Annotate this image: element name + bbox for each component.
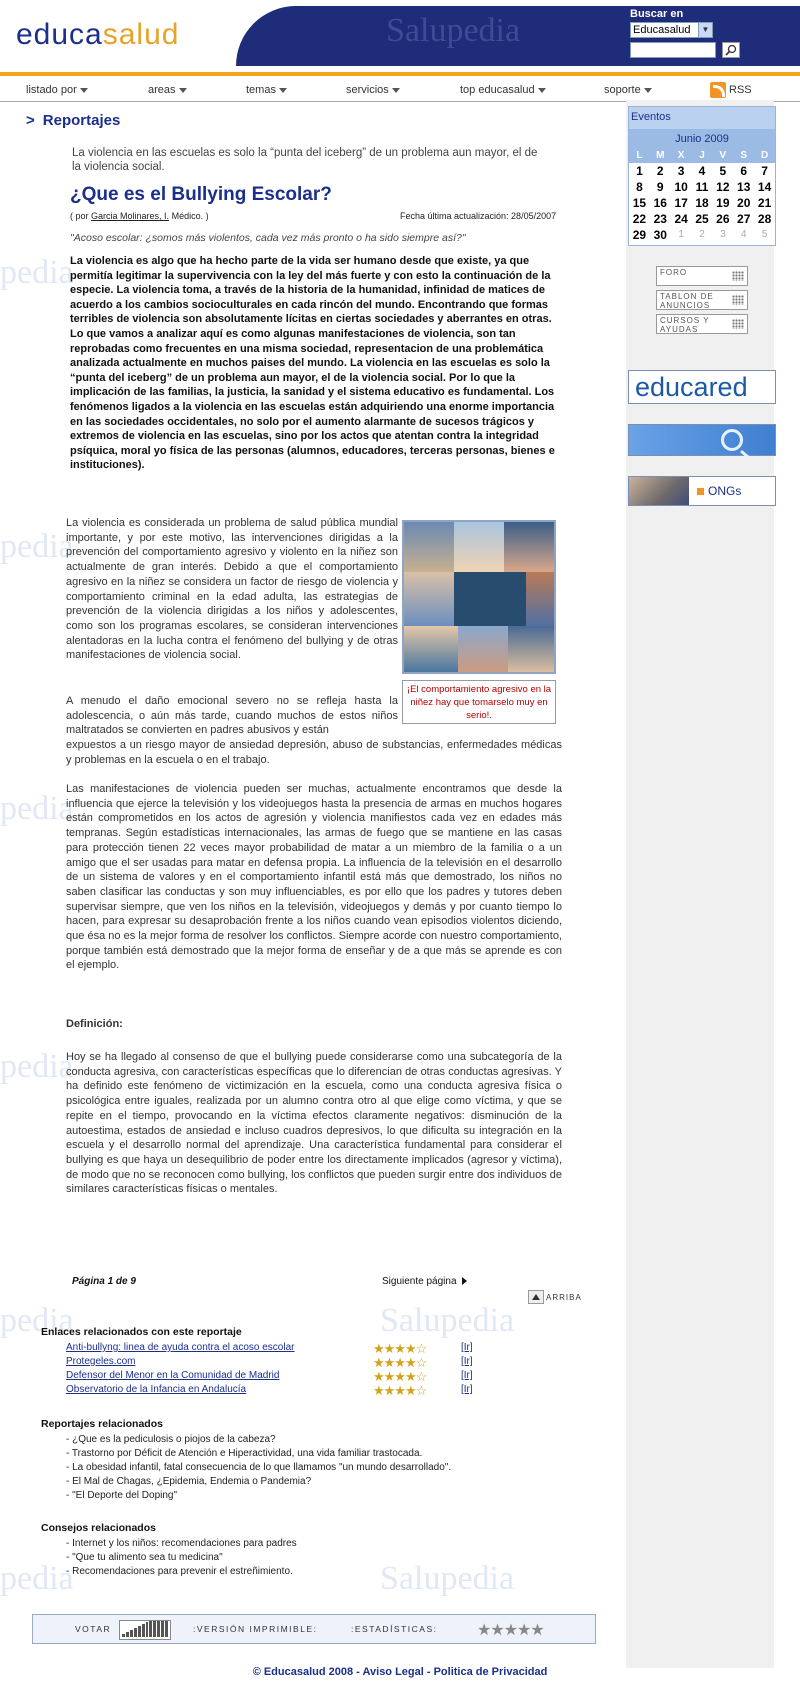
nav-item-areas[interactable] [148, 84, 187, 96]
calendar-day[interactable]: 19 [716, 196, 730, 210]
watermark: pedia [0, 790, 74, 827]
related-report-link[interactable]: - La obesidad infantil, fatal consecuencia de lo que llamamos "un mundo desarrollado". [66, 1462, 452, 1473]
rating-star-icons[interactable]: ★★★★★ [477, 1622, 544, 1639]
chevron-down-icon [80, 88, 88, 93]
classifieds-label: TABLON DE ANUNCIOS [660, 292, 714, 310]
go-link[interactable]: [Ir] [461, 1384, 473, 1395]
nav-item-top-educasalud[interactable] [460, 84, 546, 96]
calendar-day[interactable]: 21 [757, 196, 772, 210]
nav-item-servicios[interactable] [346, 84, 400, 96]
article-paragraph: expuestos a un riesgo mayor de ansiedad depresión, abuso de substancias, enfermedades médicas y problemas en la escuela o en el trabajo. [66, 739, 562, 766]
last-updated: Fecha última actualización: 28/05/2007 [400, 211, 557, 221]
calendar-day[interactable]: 22 [632, 212, 647, 226]
magnifier-icon [721, 429, 743, 451]
grid-icon [732, 319, 744, 329]
calendar-day[interactable]: 3 [677, 164, 685, 178]
go-link[interactable]: [Ir] [461, 1342, 473, 1353]
byline-suffix: Médico. ) [171, 211, 209, 221]
search-button[interactable] [722, 42, 740, 58]
header-watermark: Salupedia [386, 12, 521, 49]
calendar-day[interactable]: 13 [737, 180, 751, 194]
calendar-day[interactable]: 20 [737, 196, 751, 210]
calendar-day[interactable]: 14 [757, 180, 772, 194]
search-icon [725, 44, 737, 56]
chevron-down-icon [644, 88, 652, 93]
byline-prefix: ( por [70, 211, 89, 221]
logo-text-salud: salud [102, 18, 180, 51]
search-box [630, 8, 790, 58]
section-title [26, 112, 120, 129]
events-calendar [628, 106, 776, 246]
ongs-label: ONGs [708, 484, 742, 498]
grid-icon [732, 295, 744, 305]
courses-label: CURSOS Y AYUDAS [660, 316, 710, 334]
calendar-day[interactable]: 17 [674, 196, 688, 210]
educared-label: educared [635, 372, 748, 402]
article-paragraph: La violencia es considerada un problema de salud pública mundial importante, y por este motivo, las intervenciones dirigidas a la prevención del comportamiento agresivo y violento en la niñez son actualmente de gran interés. Debido a que el comportamiento agresivo en la niñez se considera un factor de riesgo de violencia y comportamiento criminal en la edad adulta, las estrategias de prevención de la violencia dirigidas a los niños y adolescentes, como son los programas escolares, se consideran intervenciones alentadoras en la lucha contra el fenómeno del bullying y de otras manifestaciones de violencia social. [66, 517, 398, 662]
calendar-day[interactable]: 9 [656, 180, 664, 194]
page-indicator: Página 1 de 9 [72, 1276, 136, 1287]
weekday-label: X [677, 150, 685, 161]
article-toolbar [32, 1614, 596, 1644]
nav-item-label: top educasalud [460, 84, 535, 96]
grid-icon [732, 271, 744, 281]
weekday-label: J [699, 150, 705, 161]
related-links-heading: Enlaces relacionados con este reportaje [41, 1326, 242, 1338]
watermark: pedia [0, 1048, 74, 1085]
related-tip-link[interactable]: - Internet y los niños: recomendaciones para padres [66, 1538, 297, 1549]
vote-label: VOTAR [75, 1624, 112, 1634]
article-paragraph: A menudo el daño emocional severo no se refleja hasta la adolescencia, o aún más tarde, cuando muchos de estos niños maltratados se convierten en padres abusivos y están [66, 695, 398, 737]
nav-item-soporte[interactable] [604, 84, 652, 96]
calendar-day[interactable]: 4 [698, 164, 706, 178]
watermark: pedia [0, 254, 74, 291]
article-byline [70, 211, 209, 221]
search-scope-value: Educasalud [633, 24, 691, 36]
calendar-day[interactable]: 7 [761, 164, 768, 178]
courses-button[interactable] [656, 314, 748, 334]
forum-button[interactable] [656, 266, 748, 286]
vote-button[interactable] [119, 1620, 171, 1640]
calendar-day[interactable]: 11 [695, 180, 709, 194]
definition-heading: Definición: [66, 1018, 123, 1030]
related-report-link[interactable]: - El Mal de Chagas, ¿Epidemia, Endemia o Pandemia? [66, 1476, 312, 1487]
article-title: ¿Que es el Bullying Escolar? [70, 184, 332, 205]
related-report-link[interactable]: - "El Deporte del Doping" [66, 1490, 178, 1501]
calendar-day[interactable]: 5 [761, 229, 768, 240]
related-link[interactable]: Anti-bullyng: linea de ayuda contra el acoso escolar [66, 1342, 295, 1353]
site-logo[interactable] [16, 18, 179, 52]
related-link[interactable]: Observatorio de la Infancia en Andalucía [66, 1384, 247, 1395]
related-link[interactable]: Protegeles.com [66, 1356, 136, 1367]
educared-banner[interactable] [628, 370, 776, 404]
article-lead: La violencia es algo que ha hecho parte de la vida ser humano desde que existe, ya que permitía legitimar la supervivencia con la ley del más fuerte y con esto la continuación de la especie. La violencia toma, a través de la historia de la humanidad, infinidad de matices de acuerdo a los cambios socioculturales en cada rincón del mundo. Encontrando que formas terribles de violencia son absolutamente lícitas en ciertas sociedades y aberrantes en otras. Lo que vamos a analizar aquí es como algunas manifestaciones de violencia, son tan reprobadas como frecuentes en una misma sociedad, representacion de una problemática analizada actualmente en muchos paises del mundo. La violencia en las escuelas es solo la “punta del iceberg” de un problema aun mayor, el de la violencia social. Por lo que la implicación de las familias, la justicia, la sanidad y el sistema educativo es fundamental. Los fenómenos ligados a la violencia en las escuelas están adquiriendo una enorme importancia en las sociedades occidentales, no solo por el aumento alarmante de sucesos trágicos y extremos de violencia en las escuelas, sino por los actos que atentan contra la integridad psíquica, moral yo física de las personas (alumnos, educadores, terceras personas, bienes e instituciones). [70, 255, 555, 472]
author-link[interactable]: Garcia Molinares, I. [91, 211, 170, 221]
chevron-down-icon [392, 88, 400, 93]
related-reports-heading: Reportajes relacionados [41, 1418, 163, 1430]
next-page-link[interactable] [382, 1276, 467, 1287]
article-quote: "Acoso escolar: ¿somos más violentos, cada vez más pronto o ha sido siempre así?" [70, 232, 466, 244]
watermark: pedia [0, 1560, 74, 1597]
handshake-image [629, 477, 689, 505]
classifieds-button[interactable] [656, 290, 748, 310]
calendar-day[interactable]: 10 [674, 180, 688, 194]
chevron-down-icon [179, 88, 187, 93]
weekday-label: V [719, 150, 727, 161]
chevron-down-icon [538, 88, 546, 93]
calendar-day[interactable]: 28 [757, 212, 772, 226]
calendar-weekdays [629, 149, 775, 163]
nav-item-label: temas [246, 84, 276, 96]
chevron-right-icon [462, 1277, 467, 1285]
calendar-day[interactable]: 2 [699, 229, 705, 240]
related-tip-link[interactable]: - "Que tu alimento sea tu medicina" [66, 1552, 223, 1563]
right-sidebar [626, 100, 774, 1668]
calendar-day[interactable]: 1 [678, 229, 684, 240]
watermark: Salupedia [380, 1560, 515, 1597]
site-header [0, 0, 800, 68]
rating-stars: ★★★★☆ [373, 1369, 427, 1384]
back-to-top-label: ARRIBA [546, 1292, 582, 1302]
related-tips-heading: Consejos relacionados [41, 1522, 156, 1534]
print-version-link[interactable]: :VERSIÓN IMPRIMIBLE: [193, 1624, 318, 1634]
rating-stars: ★★★★☆ [373, 1355, 427, 1370]
calendar-day[interactable]: 12 [716, 180, 730, 194]
statistics-link[interactable]: :ESTADÍSTICAS: [351, 1624, 438, 1634]
calendar-day[interactable]: 27 [737, 212, 751, 226]
nav-item-label: soporte [604, 84, 641, 96]
search-banner[interactable] [628, 424, 776, 456]
article-photo [402, 520, 556, 674]
go-link[interactable]: [Ir] [461, 1356, 473, 1367]
calendar-day[interactable]: 4 [740, 229, 747, 240]
search-scope-select[interactable] [630, 22, 713, 38]
calendar-day[interactable]: 15 [632, 196, 647, 210]
search-input[interactable] [630, 42, 716, 58]
weekday-label: L [636, 150, 643, 161]
nav-item-listado[interactable] [26, 84, 88, 96]
calendar-day[interactable]: 3 [720, 229, 726, 240]
nav-item-label: servicios [346, 84, 389, 96]
chevron-down-icon [279, 88, 287, 93]
next-page-label: Siguiente página [382, 1276, 457, 1287]
bullet-icon [697, 488, 704, 495]
weekday-label: S [740, 150, 748, 161]
main-nav [0, 80, 800, 102]
calendar-grid [629, 163, 775, 245]
weekday-label: M [656, 150, 665, 161]
calendar-day[interactable]: 1 [636, 164, 643, 178]
related-report-link[interactable]: - Trastorno por Déficit de Atención e Hiperactividad, una vida familiar trastocada. [66, 1448, 423, 1459]
rss-link[interactable] [710, 82, 752, 98]
calendar-day[interactable]: 16 [653, 196, 667, 210]
search-label: Buscar en [630, 8, 684, 20]
rss-icon [710, 82, 726, 98]
related-report-link[interactable]: - ¿Que es la pediculosis o piojos de la cabeza? [66, 1434, 276, 1445]
watermark: Salupedia [380, 1302, 515, 1339]
related-tip-link[interactable]: - Recomendaciones para prevenir el estreñimiento. [66, 1566, 293, 1577]
calendar-day[interactable]: 29 [632, 228, 647, 242]
article-paragraph: Hoy se ha llegado al consenso de que el bullying puede considerarse como una subcategoría de la conducta agresiva, con características específicas que lo diferencian de otras conductas agresivas. Y ha definido este fenómeno de victimización en la escuela, como una conducta agresiva física o psicológica entre iguales, realizada por un alumno contra otro al que elige como víctima, y que se repite en el tiempo, provocando en la víctima efectos claramente negativos: disminución de la autoestima, estados de ansiedad e incluso cuadros depresivos, lo que dificulta su integración en la escuela y el desarrollo normal del aprendizaje. Una característica fundamental para considerar el bullying es que haya un desequilibrio de poder entre los directamente implicados (agresor y víctima), de modo que no se reconocen como bullying, los conflictos que pueden surgir entre dos individuos de similares características físicas o mentales. [66, 1051, 562, 1196]
rss-label: RSS [729, 84, 752, 96]
chevron-down-icon: ▼ [698, 23, 712, 37]
logo-text-educa: educa [16, 18, 103, 51]
calendar-day[interactable]: 25 [695, 212, 709, 226]
related-link[interactable]: Defensor del Menor en la Comunidad de Madrid [66, 1370, 280, 1381]
section-title-label: Reportajes [42, 112, 121, 129]
photo-caption: ¡El comportamiento agresivo en la niñez hay que tomarselo muy en serio!. [402, 680, 556, 724]
forum-label: FORO [660, 268, 688, 277]
calendar-day[interactable]: 24 [674, 212, 688, 226]
nav-divider [0, 72, 800, 76]
ongs-banner[interactable] [628, 476, 776, 506]
calendar-day[interactable]: 30 [653, 228, 667, 242]
article-intro: La violencia en las escuelas es solo la “punta del iceberg” de un problema aun mayor, el de la violencia social. [72, 147, 538, 173]
chevron-right-icon: > [26, 112, 35, 129]
calendar-day[interactable]: 6 [740, 164, 748, 178]
watermark: pedia [0, 528, 74, 565]
nav-item-label: areas [148, 84, 176, 96]
back-to-top-link[interactable] [528, 1290, 582, 1304]
calendar-day[interactable]: 26 [716, 212, 730, 226]
arrow-up-icon [528, 1290, 544, 1304]
calendar-day[interactable]: 5 [719, 164, 727, 178]
calendar-day[interactable]: 2 [656, 164, 664, 178]
calendar-day[interactable]: 18 [695, 196, 709, 210]
nav-item-temas[interactable] [246, 84, 287, 96]
rating-stars: ★★★★☆ [373, 1383, 427, 1398]
nav-item-label: listado por [26, 84, 77, 96]
calendar-day[interactable]: 23 [653, 212, 667, 226]
calendar-day[interactable]: 8 [636, 180, 643, 194]
calendar-month[interactable]: Junio 2009 [629, 129, 775, 149]
go-link[interactable]: [Ir] [461, 1370, 473, 1381]
watermark: pedia [0, 1302, 74, 1339]
rating-stars: ★★★★☆ [373, 1341, 427, 1356]
weekday-label: D [760, 150, 769, 161]
events-title: Eventos [629, 107, 775, 129]
article-paragraph: Las manifestaciones de violencia pueden ser muchas, actualmente encontramos que desde la influencia que ejerce la televisión y los videojuegos hasta la presencia de armas en muchos hogares están comprometidos en los actos de agresión y violencia manifiestos cada vez en edades más tempranas. Según estadísticas internacionales, las armas de fuego que se mantiene en las casas para protección tienen 22 veces mayor probabilidad de matar a un miembro de la familia o a un amigo que el ser usadas para matar en defensa propia. La influencia de la televisión en el desarrollo de un sistema de valores y en el comportamiento infantil está más que demostrado, los niños no saben clasificar las conductas y son muy influenciables, es por ello que los padres y tutores deben supervisar siempre, que ven los niños en la televisión, videojuegos y demás y por cuanto tiempo lo hacen, para expresar su desaprobación frente a los niños cuando vean episodios violentos diciendo, que ésa no es la mejor forma de resolver los conflictos. Siempre acorde con nuestro comportamiento, porque también está demostrado que la mejor forma de enseñar y de a que más se aprende es con el ejemplo. [66, 783, 562, 972]
footer-copyright[interactable]: © Educasalud 2008 - Aviso Legal - Politica de Privacidad [252, 1666, 548, 1678]
